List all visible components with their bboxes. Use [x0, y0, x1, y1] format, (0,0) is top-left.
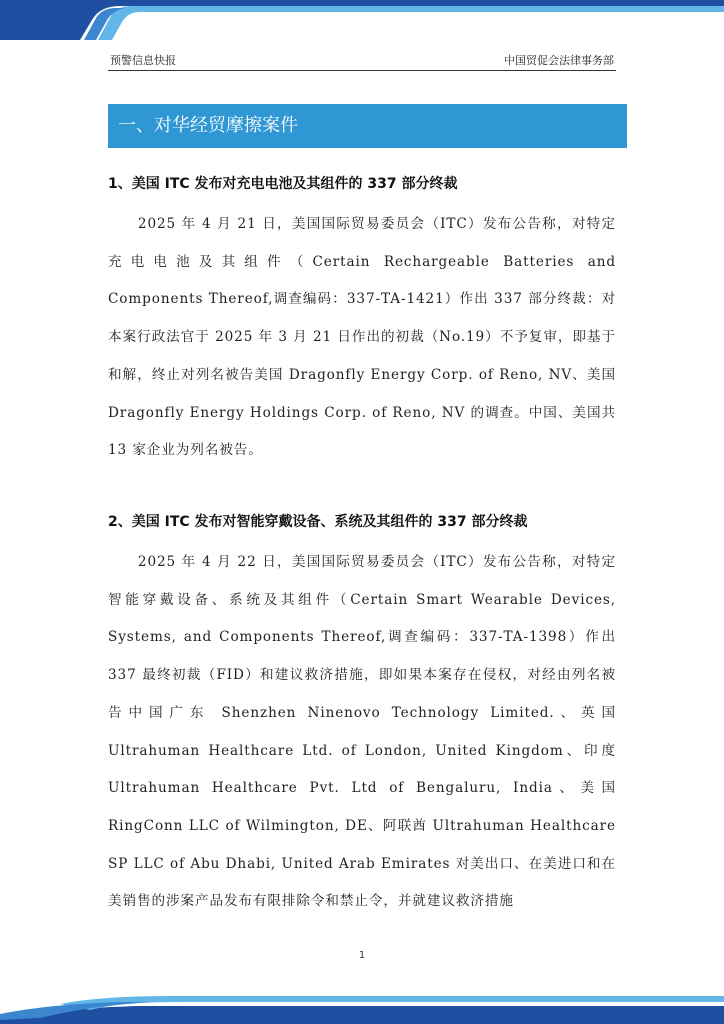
bottom-decoration-band	[0, 988, 724, 1024]
top-decoration-band	[0, 0, 724, 40]
case-title: 2、美国 ITC 发布对智能穿戴设备、系统及其组件的 337 部分终裁	[108, 514, 528, 530]
section-heading: 一、对华经贸摩擦案件	[108, 104, 627, 148]
case-title: 1、美国 ITC 发布对充电电池及其组件的 337 部分终裁	[108, 176, 458, 192]
case-item	[108, 174, 616, 470]
case-body: 2025 年 4 月 21 日，美国国际贸易委员会（ITC）发布公告称，对特定充电电池及其组件（Certain Rechargeable Batteries and Components Thereof,调查编码：337-TA-1421）作出 337 部分终裁：对本案行政法官于 2025 年 3 月 21 日作出的初裁（No.19）不予复审，即基于和解，终止对列名被告美国 Dragonfly Energy Corp. of Reno, NV、美国 Dragonfly Energy Holdings Corp. of Reno, NV 的调查。中国、美国共 13 家企业为列名被告。	[108, 216, 616, 459]
case-item	[108, 512, 616, 921]
header-divider	[108, 70, 616, 71]
case-body: 2025 年 4 月 22 日，美国国际贸易委员会（ITC）发布公告称，对特定智能穿戴设备、系统及其组件（Certain Smart Wearable Devices, Systems, and Components Thereof,调查编码：337-TA-1398）作出 337 最终初裁（FID）和建议救济措施，即如果本案存在侵权，对经由列名被告中国广东 Shenzhen Ninenovo Technology Limited.、英国 Ultrahuman Healthcare Ltd. of London, United Kingdom、印度 Ultrahuman Healthcare Pvt. Ltd of Bengaluru, India、美国 RingConn LLC of Wilmington, DE、阿联酋 Ultrahuman Healthcare SP LLC of Abu Dhabi, United Arab Emirates 对美出口、在美进口和在美销售的涉案产品发布有限排除令和禁止令，并就建议救济措施	[108, 554, 616, 910]
header-department-name: 中国贸促会法律事务部	[504, 54, 614, 67]
page-number: 1	[358, 950, 366, 961]
header-publication-name: 预警信息快报	[110, 54, 176, 67]
